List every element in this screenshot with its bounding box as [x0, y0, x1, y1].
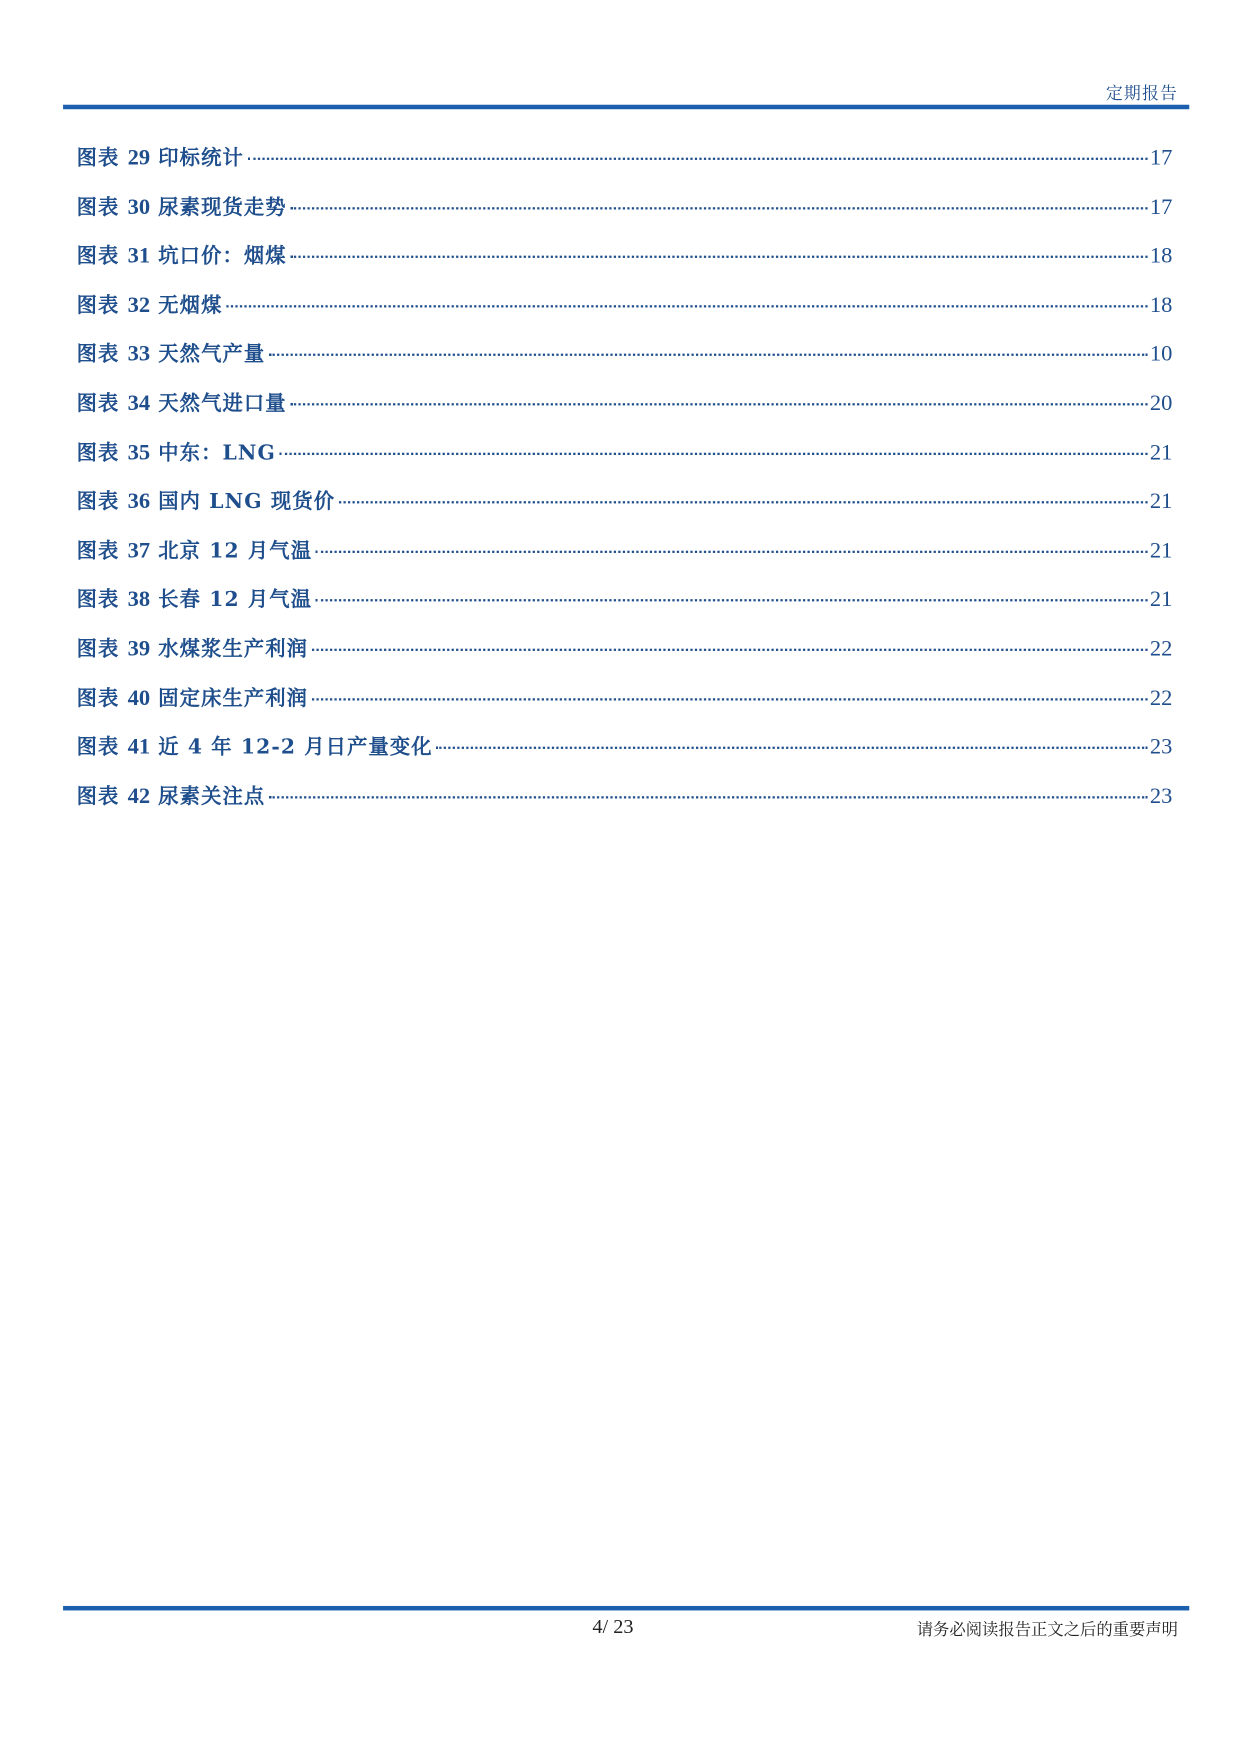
toc-entry-label: [77, 240, 288, 269]
toc-entry-prefix: 图表: [76, 244, 128, 269]
toc-entry-title: 尿素关注点: [150, 784, 266, 809]
footer-rule: [63, 1606, 1189, 1611]
toc-entry-page: 17: [1149, 145, 1173, 171]
toc-entry-34[interactable]: [77, 387, 1173, 436]
toc-entry-number: 35: [127, 439, 151, 465]
toc-entry-number: 31: [127, 243, 151, 269]
toc-entry-39[interactable]: [77, 633, 1173, 682]
dot-leader: [311, 649, 1147, 651]
toc-entry-38[interactable]: [77, 584, 1173, 633]
dot-leader: [279, 452, 1147, 454]
toc-entry-prefix: 图表: [76, 195, 128, 220]
toc-entry-prefix: 图表: [76, 588, 128, 612]
toc-entry-label: [77, 780, 267, 809]
toc-entry-number: 37: [127, 538, 151, 563]
toc-entry-36[interactable]: [77, 486, 1173, 535]
toc-entry-page: 18: [1149, 292, 1173, 318]
toc-entry-title: 天然气产量: [150, 342, 266, 367]
toc-entry-title: 固定床生产利润: [150, 686, 309, 711]
toc-entry-page: 23: [1149, 734, 1173, 760]
toc-entry-prefix: 图表: [76, 637, 128, 662]
toc-entry-label: [77, 535, 314, 564]
toc-entry-31[interactable]: [77, 240, 1173, 289]
toc-entry-title: 国内 LNG 现货价: [150, 490, 336, 514]
toc-entry-title: 坑口价：烟煤: [150, 244, 287, 269]
toc-entry-page: 21: [1149, 587, 1173, 612]
toc-entry-prefix: 图表: [76, 342, 128, 367]
toc-entry-prefix: 图表: [76, 735, 128, 760]
toc-entry-37[interactable]: [77, 535, 1173, 584]
toc-entry-page: 18: [1149, 243, 1173, 269]
toc-entry-label: [77, 387, 288, 416]
toc-entry-41[interactable]: [77, 731, 1173, 780]
toc-entry-page: 20: [1149, 390, 1173, 416]
toc-entry-label: [77, 436, 277, 465]
toc-entry-35[interactable]: [77, 436, 1173, 485]
toc-entry-number: 32: [127, 292, 151, 318]
toc-entry-page: 17: [1149, 194, 1173, 220]
toc-entry-title: 近 4 年 12-2 月日产量变化: [150, 735, 433, 760]
toc-entry-number: 42: [127, 783, 151, 809]
toc-entry-title: 尿素现货走势: [150, 195, 287, 220]
toc-entry-page: 10: [1149, 341, 1173, 367]
toc-entry-prefix: 图表: [76, 490, 128, 514]
figure-list: [77, 142, 1173, 829]
disclaimer-note: 请务必阅读报告正文之后的重要声明: [916, 1621, 1179, 1640]
dot-leader: [269, 796, 1148, 798]
toc-entry-prefix: 图表: [76, 146, 128, 171]
toc-entry-page: 22: [1149, 685, 1173, 711]
toc-entry-number: 36: [127, 488, 151, 514]
toc-entry-number: 40: [127, 685, 151, 711]
toc-entry-prefix: 图表: [76, 686, 128, 711]
toc-entry-label: [77, 731, 434, 760]
toc-entry-prefix: 图表: [76, 784, 128, 809]
page-number: 4/ 23: [592, 1614, 634, 1638]
toc-entry-page: 23: [1149, 783, 1173, 809]
dot-leader: [269, 354, 1148, 356]
document-type-label: 定期报告: [1105, 83, 1179, 104]
toc-entry-title: 长春 12 月气温: [150, 588, 313, 612]
toc-entry-prefix: 图表: [76, 539, 128, 563]
dot-leader: [436, 747, 1148, 749]
toc-entry-title: 北京 12 月气温: [150, 539, 313, 563]
toc-entry-label: [77, 633, 310, 662]
toc-entry-label: [77, 338, 267, 367]
toc-entry-number: 38: [127, 587, 151, 612]
toc-entry-30[interactable]: [77, 191, 1173, 240]
toc-entry-32[interactable]: [77, 289, 1173, 338]
toc-entry-page: 21: [1149, 538, 1173, 563]
header-rule: [63, 105, 1189, 110]
toc-entry-number: 34: [127, 390, 151, 416]
toc-entry-42[interactable]: [77, 780, 1173, 829]
toc-entry-title: 印标统计: [150, 146, 244, 171]
dot-leader: [315, 600, 1147, 602]
dot-leader: [315, 550, 1147, 552]
toc-entry-label: [77, 289, 224, 318]
toc-entry-number: 33: [127, 341, 151, 367]
dot-leader: [226, 305, 1148, 307]
dot-leader: [290, 403, 1148, 405]
toc-entry-33[interactable]: [77, 338, 1173, 387]
toc-entry-label: [77, 682, 310, 711]
toc-entry-page: 21: [1149, 439, 1173, 465]
toc-entry-40[interactable]: [77, 682, 1173, 731]
toc-entry-number: 30: [127, 194, 151, 220]
dot-leader: [247, 158, 1147, 160]
toc-entry-prefix: 图表: [76, 293, 128, 318]
toc-entry-label: [77, 142, 245, 171]
toc-entry-title: 水煤浆生产利润: [150, 637, 309, 662]
dot-leader: [290, 256, 1148, 258]
toc-entry-label: [77, 486, 337, 515]
dot-leader: [311, 698, 1147, 700]
toc-entry-prefix: 图表: [76, 440, 128, 465]
toc-entry-title: 无烟煤: [150, 293, 223, 318]
toc-entry-page: 22: [1149, 636, 1173, 662]
toc-entry-label: [77, 191, 288, 220]
toc-entry-number: 39: [127, 636, 151, 662]
toc-entry-prefix: 图表: [76, 391, 128, 416]
toc-entry-29[interactable]: [77, 142, 1173, 191]
toc-entry-title: 天然气进口量: [150, 391, 287, 416]
toc-entry-label: [77, 584, 314, 613]
toc-entry-number: 41: [127, 734, 151, 760]
toc-entry-title: 中东：LNG: [150, 440, 276, 465]
dot-leader: [338, 501, 1147, 503]
toc-entry-number: 29: [127, 145, 151, 171]
dot-leader: [290, 207, 1148, 209]
toc-entry-page: 21: [1149, 488, 1173, 514]
